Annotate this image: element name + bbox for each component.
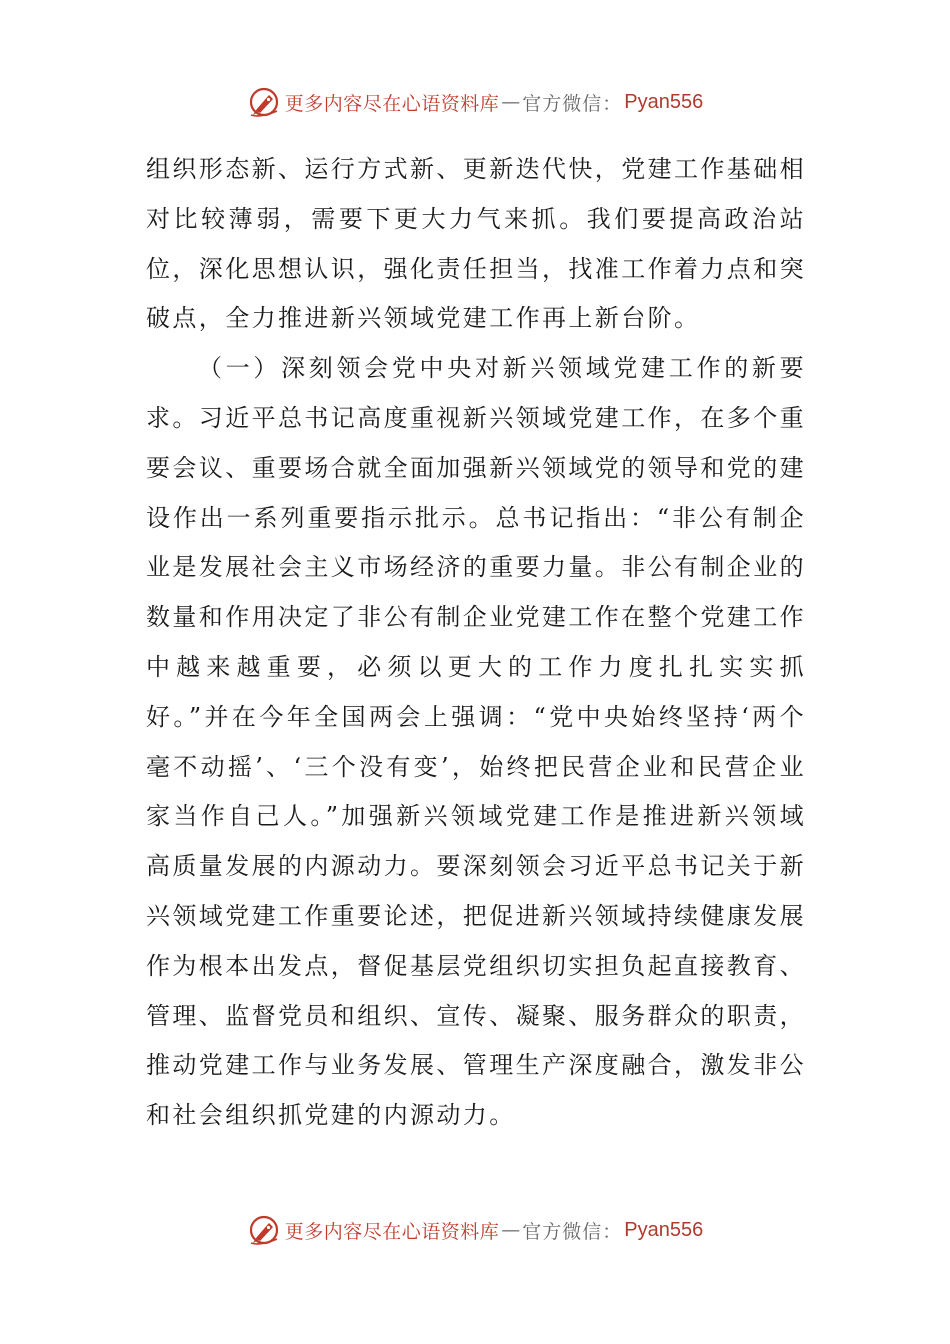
pen-nib-logo-icon (247, 85, 281, 119)
paragraph-2: （一）深刻领会党中央对新兴领域党建工作的新要求。习近平总书记高度重视新兴领域党建工作，在多个重要会议、重要场合就全面加强新兴领域党的领导和党的建设作出一系列重要指示批示。总书记指出：“非公有制企业是发展社会主义市场经济的重要力量。非公有制企业的数量和作用决定了非公有制企业党建工作在整个党建工作中越来越重要，必须以更大的工作力度扎扎实实抓好。”并在今年全国两会上强调：“党中央始终坚持‘两个毫不动摇’、‘三个没有变’，始终把民营企业和民营企业家当作自己人。”加强新兴领域党建工作是推进新兴领域高质量发展的内源动力。要深刻领会习近平总书记关于新兴领域党建工作重要论述，把促进新兴领域持续健康发展作为根本出发点，督促基层党组织切实担负起直接教育、管理、监督党员和组织、宣传、凝聚、服务群众的职责，推动党建工作与业务发展、管理生产深度融合，激发非公和社会组织抓党建的内源动力。 (146, 354, 806, 1130)
bottom-watermark-banner (0, 1208, 950, 1252)
banner-dash: — (501, 91, 521, 113)
banner-wechat-id: Pyan556 (624, 90, 704, 113)
banner-wechat-id: Pyan556 (624, 1218, 704, 1241)
banner-wechat-label: 官方微信： (522, 1220, 623, 1243)
pen-nib-logo-icon (247, 1213, 281, 1247)
document-body (146, 145, 806, 1141)
top-watermark-banner (0, 80, 950, 124)
banner-main-text: 更多内容尽在心语资料库 (284, 1220, 500, 1243)
banner-main-text: 更多内容尽在心语资料库 (284, 92, 500, 115)
paragraph-1: 组织形态新、运行方式新、更新迭代快，党建工作基础相对比较薄弱，需要下更大力气来抓。我们要提高政治站位，深化思想认识，强化责任担当，找准工作着力点和突破点，全力推进新兴领域党建工作再上新台阶。 (146, 155, 806, 333)
banner-dash: — (501, 1219, 521, 1241)
banner-wechat-label: 官方微信： (522, 92, 623, 115)
